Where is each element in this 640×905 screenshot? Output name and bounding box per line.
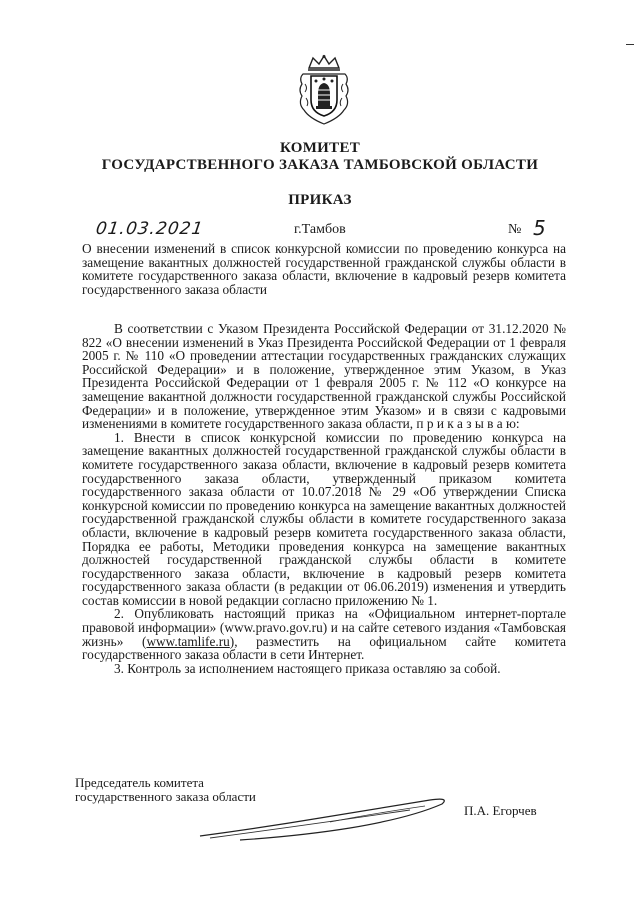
order-item-2 (82, 607, 566, 661)
handwritten-date: 01.03.2021 (94, 219, 205, 239)
document-body (82, 322, 566, 675)
tamlife-link[interactable]: www.tamlife.ru (146, 633, 230, 649)
handwritten-number: 5 (533, 216, 546, 240)
handwritten-signature (180, 788, 480, 848)
number-label: № (508, 222, 522, 237)
document-type-title: ПРИКАЗ (288, 192, 352, 208)
order-item-2-text-end: ), разместить на официальном сайте комитета государственного заказа области в сети Интернет. (82, 633, 566, 663)
organization-name-line1: КОМИТЕТ (279, 140, 361, 156)
organization-name-line2: ГОСУДАРСТВЕННОГО ЗАКАЗА ТАМБОВСКОЙ ОБЛАСТИ (101, 157, 539, 173)
coat-of-arms-icon (297, 54, 351, 126)
scan-mark (626, 44, 634, 45)
signatory-title-line2: государственного заказа области (75, 789, 256, 804)
document-subject: О внесении изменений в список конкурсной комиссии по проведению конкурса на замещение вакантных должностей государственной гражданской службы области в комитете государственного заказа области, включение в кадровый резерв комитета государственного заказа области (82, 241, 566, 297)
order-item-3: 3. Контроль за исполнением настоящего приказа оставляю за собой. (114, 660, 501, 676)
order-item-1: 1. Внести в список конкурсной комиссии по проведению конкурса на замещение вакантных должностей государственной гражданской службы области в комитете государственного заказа области, включение в кадровый резерв комитета государственного заказа области, утвержденный приказом комитета государственного заказа области от 10.07.2018 № 29 «Об утверждении Списка конкурсной комиссии по проведению конкурса на замещение вакантных должностей государственной гражданской службы области в комитете государственного заказа области, включение в кадровый резерв комитета государственного заказа области, Порядка ее работы, Методики проведения конкурса на замещение вакантных должностей государственной гражданской службы области в комитете государственного заказа области, включение в кадровый резерв комитета государственного заказа области (в редакции от 06.06.2019) изменения и утвердить состав комиссии в новой редакции согласно приложению № 1. (82, 429, 566, 608)
signatory-name: П.А. Егорчев (464, 803, 537, 818)
document-city: г.Тамбов (294, 222, 346, 237)
order-item-2-text-start: 2. Опубликовать настоящий приказ на «Официальном интернет-портале правовой информации» (www.pravo.gov.ru) и на сайте сетевого издания «Тамбовская жизнь» ( (82, 606, 566, 649)
preamble-paragraph: В соответствии с Указом Президента Российской Федерации от 31.12.2020 № 822 «О внесении изменений в Указ Президента Российской Федерации от 1 февраля 2005 г. № 110 «О проведении аттестации государственных гражданских служащих Российской Федерации» и в положение, утвержденное этим Указом, в Указ Президента Российской Федерации от 1 февраля 2005 г. № 112 «О конкурсе на замещение вакантной должности государственной гражданской службы Российской Федерации» и в положение, утвержденное этим Указом» и в связи с кадровыми изменениями в комитете государственного заказа области, п р и к а з ы в а ю: (82, 321, 566, 432)
signatory-title-line1: Председатель комитета (75, 775, 204, 790)
